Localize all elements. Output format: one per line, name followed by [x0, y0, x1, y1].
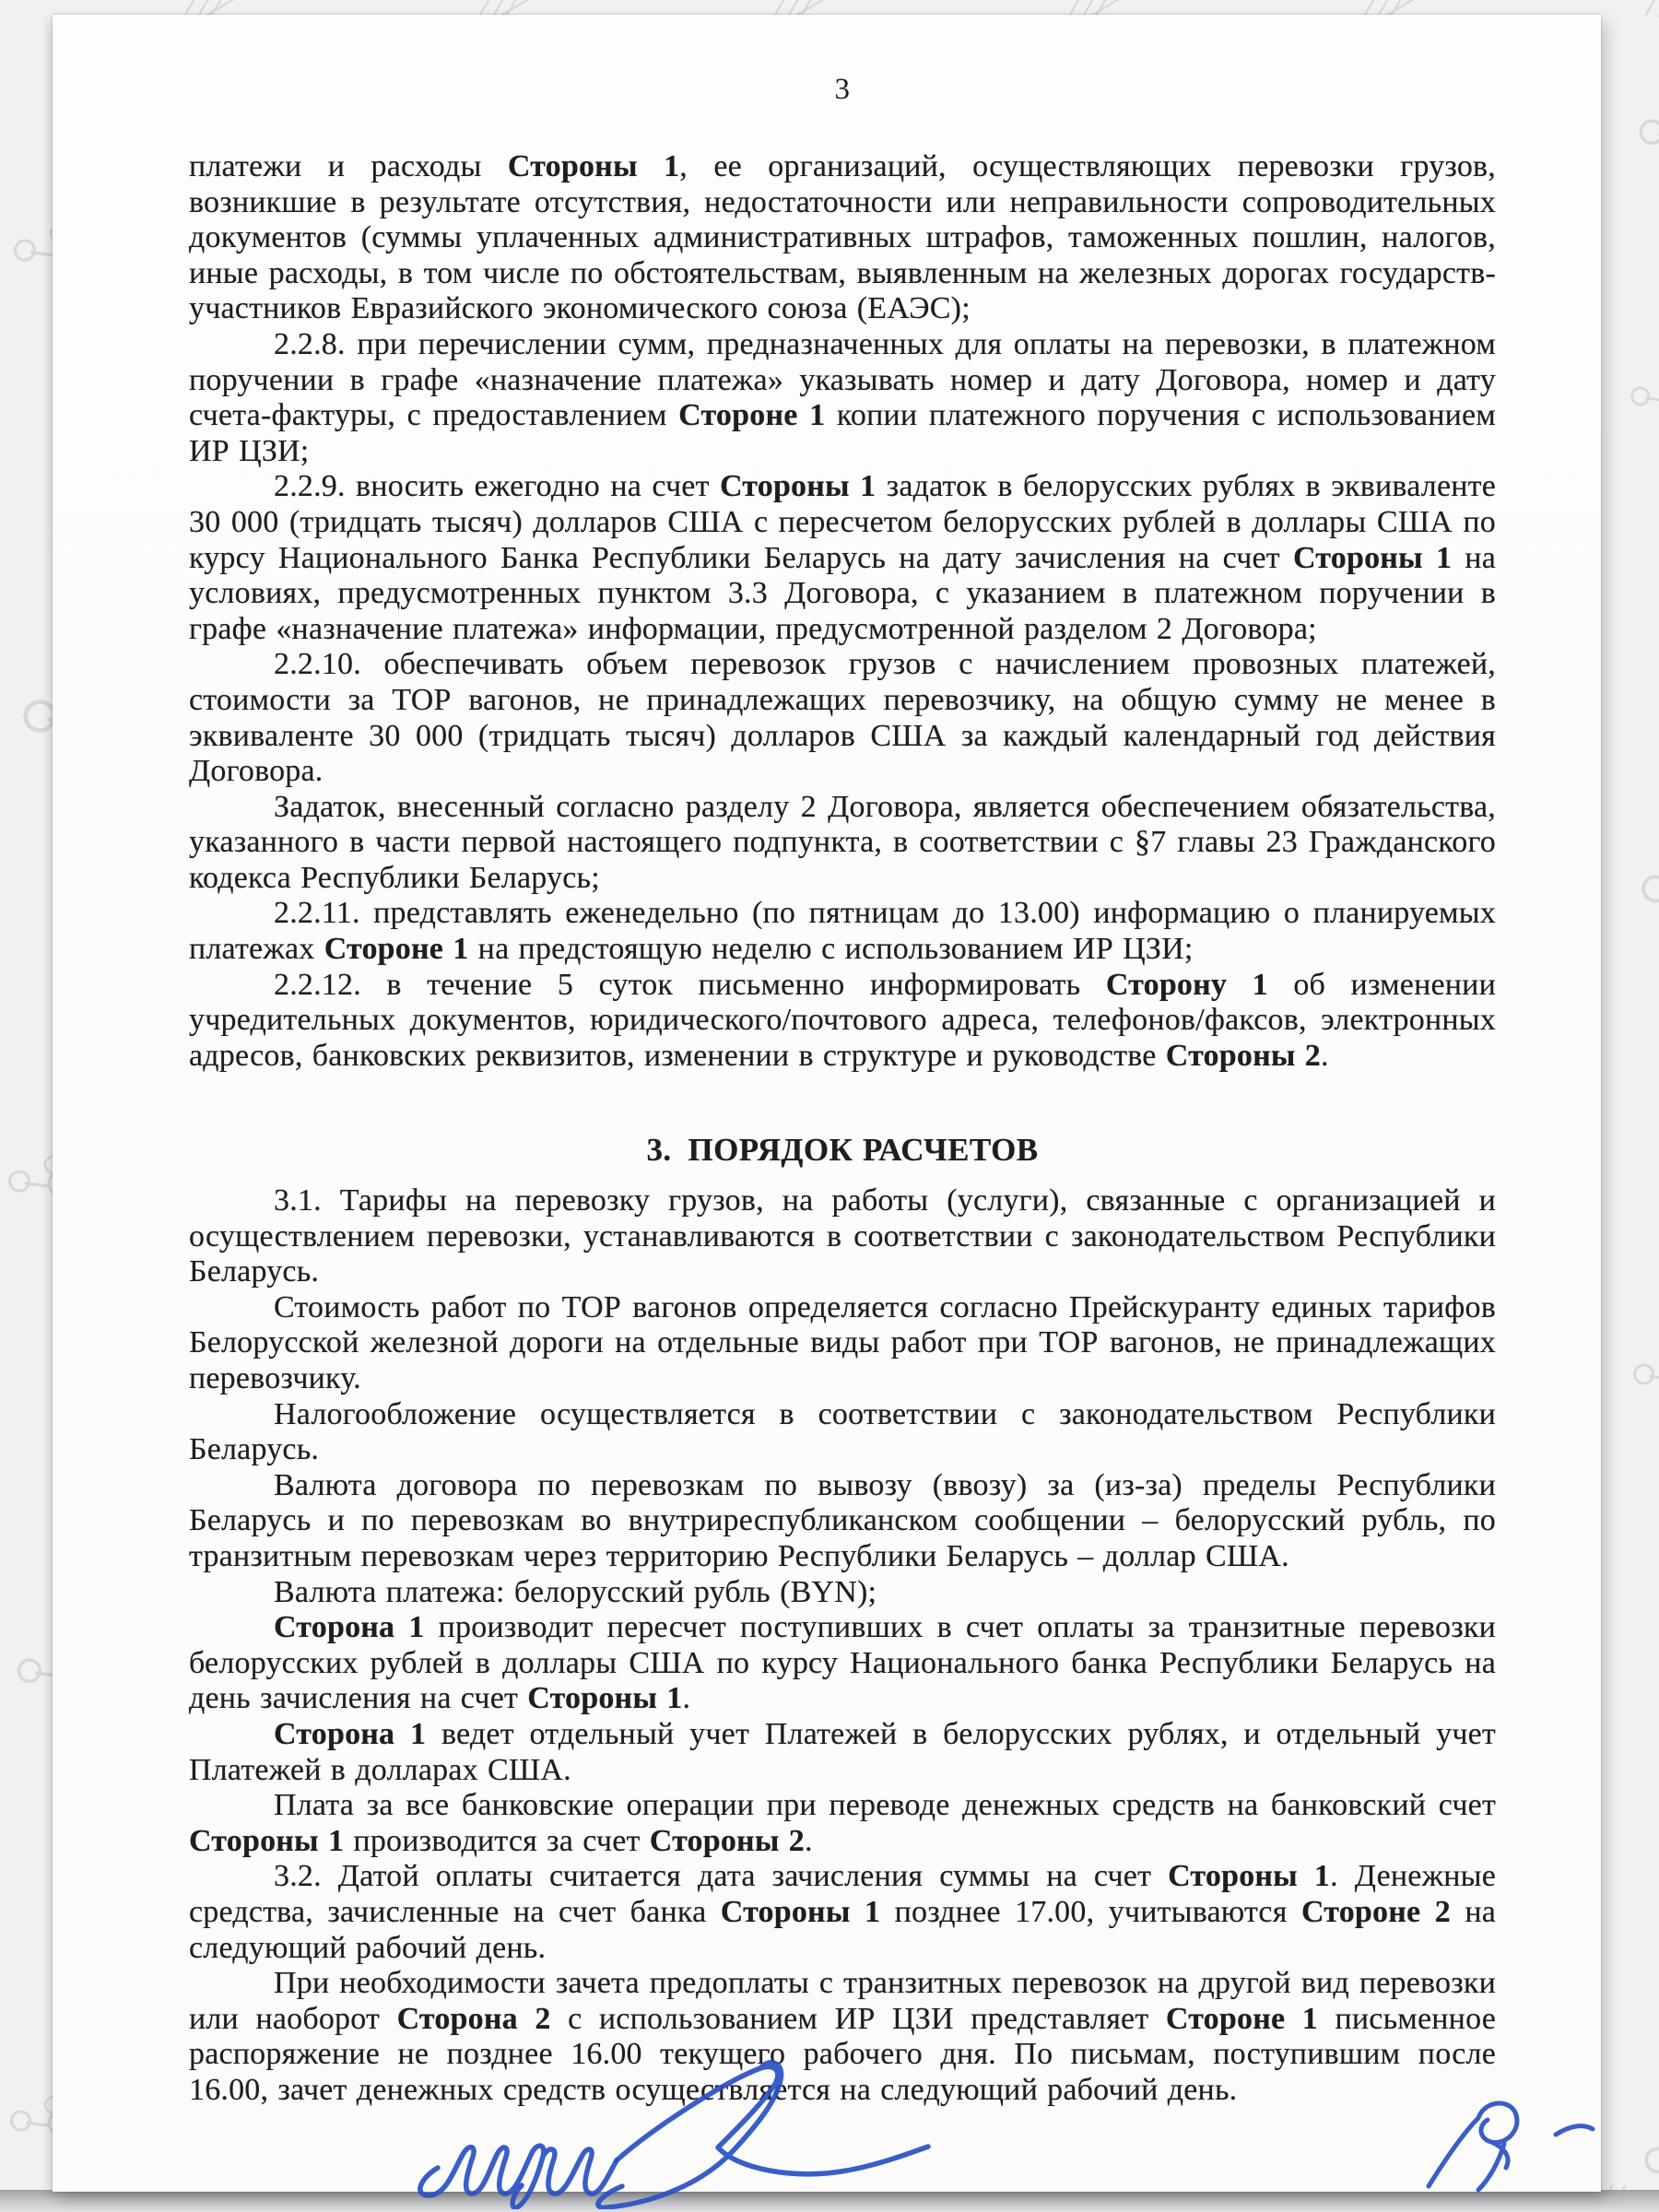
- paragraph: При необходимости зачета предоплаты с транзитных перевозок на другой вид перевозки или наоборот Сторона 2 с использованием ИР ЦЗИ представляет Стороне 1 письменное распоряжение не позднее 16.00 текущего рабочего дня. По письмам, поступившим после 16.00, зачет денежных средств осуществляется на следующий рабочий день.: [189, 1966, 1496, 2107]
- paragraph: Сторона 1 производит пересчет поступивших в счет оплаты за транзитные перевозки белорусских рублей в доллары США по курсу Национального банка Республики Беларусь на день зачисления на счет Стороны 1.: [189, 1610, 1496, 1716]
- paragraph: 2.2.8. при перечислении сумм, предназначенных для оплаты на перевозки, в платежном поручении в графе «назначение платежа» указывать номер и дату Договора, номер и дату счета-фактуры, с предоставлением Стороне 1 копии платежного поручения с использованием ИР ЦЗИ;: [189, 326, 1496, 468]
- paragraph: 2.2.10. обеспечивать объем перевозок грузов с начислением провозных платежей, стоимости за ТОР вагонов, не принадлежащих перевозчику, на общую сумму не менее в эквиваленте 30 000 (тридцать тысяч) долларов США за каждый календарный год действия Договора.: [189, 647, 1496, 789]
- paragraph: Сторона 1 ведет отдельный учет Платежей в белорусских рублях, и отдельный учет Платежей в долларах США.: [189, 1716, 1496, 1787]
- signature-ink: [410, 2057, 963, 2209]
- paragraph: 3.2. Датой оплаты считается дата зачисления суммы на счет Стороны 1. Денежные средства, зачисленные на счет банка Стороны 1 позднее 17.00, учитываются Стороне 2 на следующий рабочий день.: [189, 1859, 1497, 1965]
- paragraph: Плата за все банковские операции при переводе денежных средств на банковский счет Стороны 1 производится за счет Стороны 2.: [189, 1788, 1496, 1858]
- paragraph: Налогообложение осуществляется в соответствии с законодательством Республики Беларусь.: [189, 1396, 1496, 1467]
- paragraph: 3.1. Тарифы на перевозку грузов, на работы (услуги), связанные с организацией и осуществлением перевозки, устанавливаются в соответствии с законодательством Республики Беларусь.: [189, 1183, 1496, 1289]
- paragraph: Валюта платежа: белорусский рубль (BYN);: [274, 1574, 877, 1609]
- paragraph: Задаток, внесенный согласно разделу 2 Договора, является обеспечением обязательства, указанного в части первой настоящего подпункта, в соответствии с §7 главы 23 Гражданского кодекса Республики Беларусь;: [189, 789, 1496, 895]
- paragraph: 2.2.9. вносить ежегодно на счет Стороны 1 задаток в белорусских рублях в эквиваленте 30 000 (тридцать тысяч) долларов США с пересчетом белорусских рублей в доллары США по курсу Национального Банка Республики Беларусь на дату зачисления на счет Стороны 1 на условиях, предусмотренных пунктом 3.3 Договора, с указанием в платежном поручении в графе «назначение платежа» информации, предусмотренной разделом 2 Договора;: [189, 469, 1496, 646]
- document-body: [189, 149, 1496, 2108]
- paragraph: 2.2.12. в течение 5 суток письменно информировать Сторону 1 об изменении учредительных документов, юридического/почтового адреса, телефонов/факсов, электронных адресов, банковских реквизитов, изменении в структуре и руководстве Стороны 2.: [189, 967, 1496, 1073]
- paragraph: Валюта договора по перевозкам по вывозу (ввозу) за (из-за) пределы Республики Беларусь и по перевозкам во внутриреспубликанском сообщении – белорусский рубль, по транзитным перевозкам через территорию Республики Беларусь – доллар США.: [189, 1467, 1496, 1573]
- paragraph: платежи и расходы Стороны 1, ее организаций, осуществляющих перевозки грузов, возникшие в результате отсутствия, недостаточности или неправильности сопроводительных документов (суммы уплаченных административных штрафов, таможенных пошлин, налогов, иные расходы, в том числе по обстоятельствам, выявленным на железных дорогах государств-участников Евразийского экономического союза (ЕАЭС);: [189, 149, 1496, 326]
- paragraph: Стоимость работ по ТОР вагонов определяется согласно Прейскуранту единых тарифов Белорусской железной дороги на отдельные виды работ при ТОР вагонов, не принадлежащих перевозчику.: [189, 1289, 1496, 1395]
- section-heading: 3. ПОРЯДОК РАСЧЕТОВ: [646, 1132, 1039, 1169]
- page-sheet: [53, 15, 1601, 2192]
- paragraph: 2.2.11. представлять еженедельно (по пятницам до 13.00) информацию о планируемых платежах Стороне 1 на предстоящую неделю с использованием ИР ЦЗИ;: [189, 896, 1496, 967]
- paraph-ink: [1401, 2090, 1613, 2201]
- page-number: 3: [834, 73, 851, 106]
